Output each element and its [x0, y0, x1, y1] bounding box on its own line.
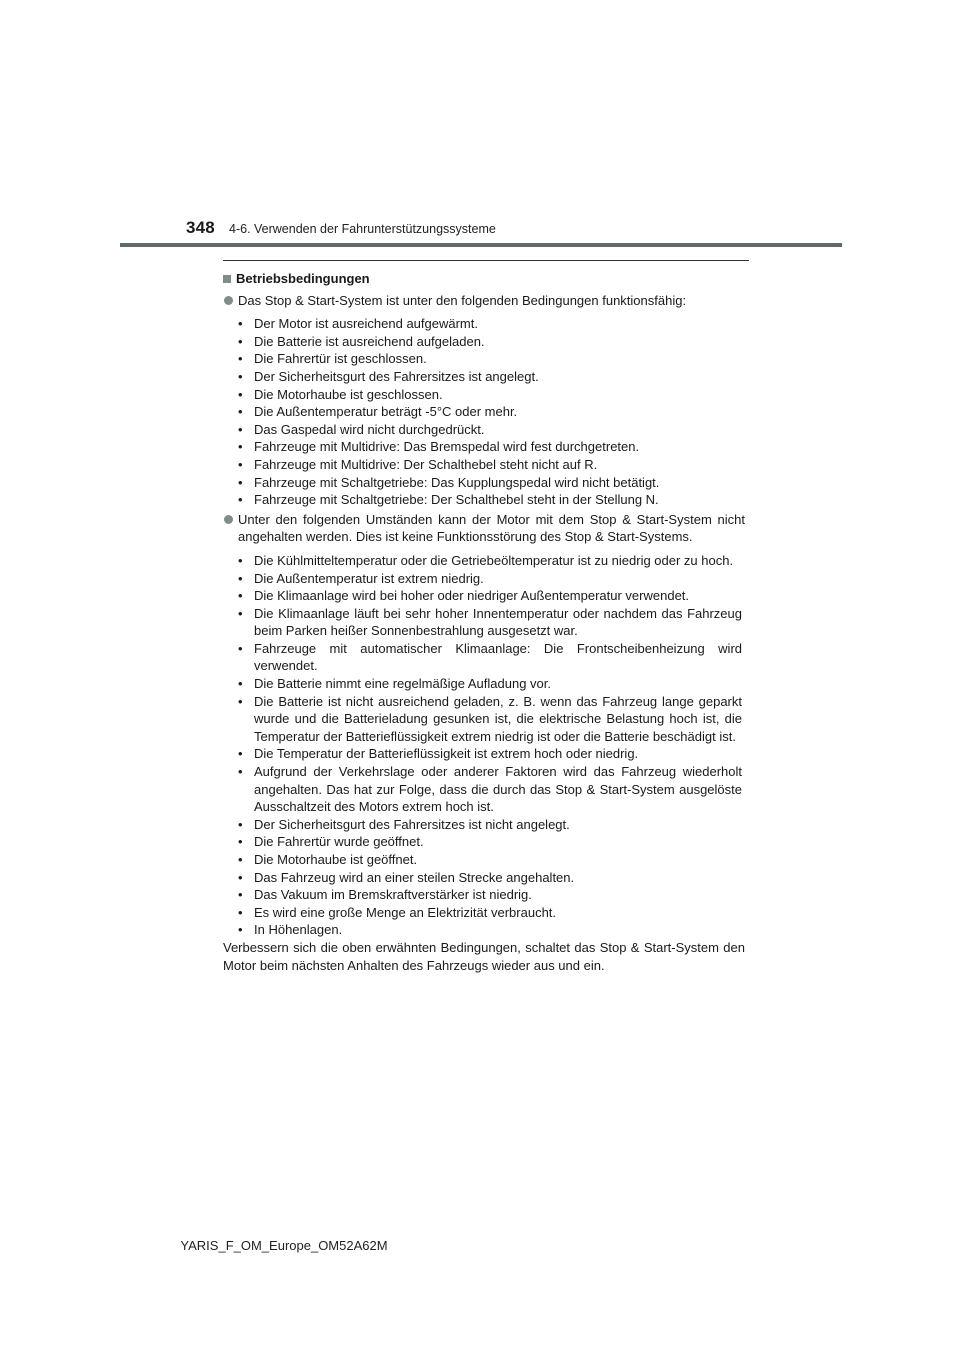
- list-item: • Fahrzeuge mit Schaltgetriebe: Das Kupplungspedal wird nicht betätigt.: [223, 474, 745, 492]
- condition-block: [223, 292, 745, 310]
- list-item: • Der Sicherheitsgurt des Fahrersitzes ist nicht angelegt.: [223, 816, 745, 834]
- list-item: • Die Temperatur der Batterieflüssigkeit ist extrem hoch oder niedrig.: [223, 745, 745, 763]
- condition-intro: Das Stop & Start-System ist unter den folgenden Bedingungen funktionsfähig:: [238, 292, 687, 308]
- list-item: • Das Gaspedal wird nicht durchgedrückt.: [223, 421, 745, 439]
- list-item: • Die Kühlmitteltemperatur oder die Getriebeöltemperatur ist zu niedrig oder zu hoch.: [223, 552, 745, 570]
- list-item: • Die Klimaanlage wird bei hoher oder niedriger Außentemperatur verwendet.: [223, 587, 745, 605]
- list-item: • Die Klimaanlage läuft bei sehr hoher Innentemperatur oder nachdem das Fahrzeug beim Parken heißer Sonnenbestrahlung ausgesetzt war.: [223, 605, 745, 640]
- list-item: • Das Vakuum im Bremskraftverstärker ist niedrig.: [223, 886, 745, 904]
- list-item: • Die Batterie ist nicht ausreichend geladen, z. B. wenn das Fahrzeug lange geparkt wurde und die Batterieladung gesunken ist, die elektrische Belastung hoch ist, die Temperatur der Batterieflüssigkeit extrem niedrig ist oder die Batterie beschädigt ist.: [223, 693, 745, 746]
- circle-bullet-icon: [224, 296, 233, 305]
- list-item: • In Höhenlagen.: [223, 921, 745, 939]
- exception-intro: Unter den folgenden Umständen kann der Motor mit dem Stop & Start-System nicht angehalten werden. Dies ist keine Funktionsstörung des Stop & Start-Systems.: [238, 511, 745, 545]
- document-code: YARIS_F_OM_Europe_OM52A62M: [180, 1238, 388, 1253]
- list-item: • Fahrzeuge mit Multidrive: Der Schalthebel steht nicht auf R.: [223, 456, 745, 474]
- list-item: • Aufgrund der Verkehrslage oder anderer Faktoren wird das Fahrzeug wiederholt angehalten. Das hat zur Folge, dass die durch das Stop & Start-System ausgelöste Ausschaltzeit des Motors extrem hoch ist.: [223, 763, 745, 816]
- list-item: • Der Sicherheitsgurt des Fahrersitzes ist angelegt.: [223, 368, 745, 386]
- list-item: • Die Motorhaube ist geöffnet.: [223, 851, 745, 869]
- circle-bullet-icon: [224, 515, 233, 524]
- list-item: • Die Motorhaube ist geschlossen.: [223, 386, 745, 404]
- list-item: • Die Batterie ist ausreichend aufgeladen.: [223, 333, 745, 351]
- list-item: • Die Fahrertür ist geschlossen.: [223, 350, 745, 368]
- list-item: • Die Fahrertür wurde geöffnet.: [223, 833, 745, 851]
- list-item: • Der Motor ist ausreichend aufgewärmt.: [223, 315, 745, 333]
- list-item: • Die Außentemperatur beträgt -5°C oder mehr.: [223, 403, 745, 421]
- list-item: • Fahrzeuge mit automatischer Klimaanlage: Die Frontscheibenheizung wird verwendet.: [223, 640, 745, 675]
- condition-list: [223, 315, 745, 509]
- content-divider: [223, 260, 749, 261]
- header-divider: [120, 243, 842, 247]
- section-heading: [223, 270, 745, 288]
- list-item: • Es wird eine große Menge an Elektrizität verbraucht.: [223, 904, 745, 922]
- page-number: 348: [186, 218, 215, 237]
- list-item: • Fahrzeuge mit Schaltgetriebe: Der Schalthebel steht in der Stellung N.: [223, 491, 745, 509]
- list-item: • Fahrzeuge mit Multidrive: Das Bremspedal wird fest durchgetreten.: [223, 438, 745, 456]
- main-content: [223, 270, 745, 974]
- exception-block: [223, 511, 745, 546]
- footer: [0, 1238, 960, 1253]
- square-bullet-icon: [223, 275, 231, 283]
- closing-paragraph: Verbessern sich die oben erwähnten Bedingungen, schaltet das Stop & Start-System den Motor beim nächsten Anhalten des Fahrzeugs wieder aus und ein.: [223, 939, 745, 973]
- exception-list: [223, 552, 745, 939]
- section-title: 4-6. Verwenden der Fahrunterstützungssysteme: [229, 222, 496, 236]
- list-item: • Die Außentemperatur ist extrem niedrig.: [223, 570, 745, 588]
- list-item: • Das Fahrzeug wird an einer steilen Strecke angehalten.: [223, 869, 745, 887]
- section-heading-text: Betriebsbedingungen: [236, 271, 370, 286]
- list-item: • Die Batterie nimmt eine regelmäßige Aufladung vor.: [223, 675, 745, 693]
